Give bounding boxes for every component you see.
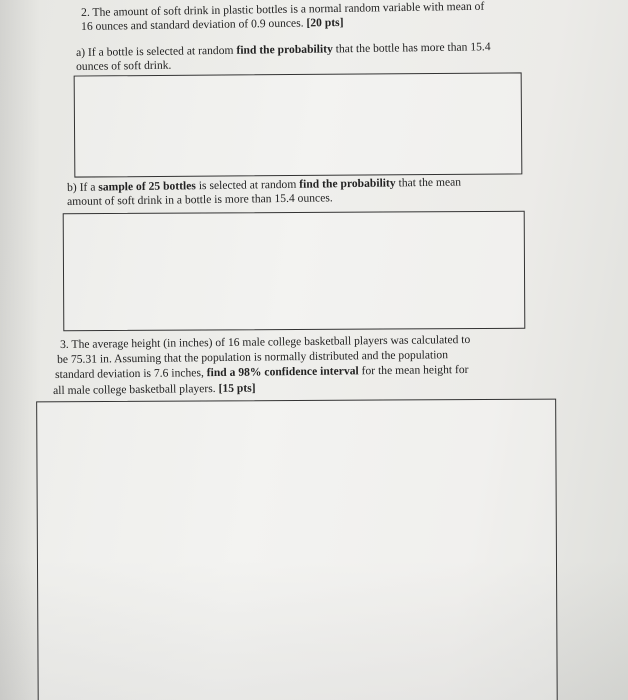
part-b-emphasis-2: find the probability xyxy=(299,176,396,191)
part-a-line-2 xyxy=(76,59,171,73)
question-3-line-4 xyxy=(53,382,256,397)
question-3-points: [15 pts] xyxy=(218,381,256,395)
question-3-text: 3. The average height (in inches) of 16 male college basketball players was calculated to xyxy=(60,332,471,351)
part-b-answer-box[interactable] xyxy=(63,211,526,331)
part-b-text: b) If a xyxy=(67,180,99,194)
question-2-line-2 xyxy=(81,16,344,33)
part-b-text-end: that the mean xyxy=(395,175,462,190)
part-b-text-mid: is selected at random xyxy=(195,177,300,193)
question-3-text-4: all male college basketball players. xyxy=(53,381,219,397)
part-b-text-cont: amount of soft drink in a bottle is more than 15.4 ounces. xyxy=(67,191,333,208)
question-3-emphasis: find a 98% confidence interval xyxy=(206,364,359,380)
part-b-line-2 xyxy=(67,191,333,208)
question-3-answer-box[interactable] xyxy=(36,399,558,700)
part-a-line-1 xyxy=(76,40,491,59)
part-a-text-end: that the bottle has more than 15.4 xyxy=(332,40,491,56)
part-a-text-cont: ounces of soft drink. xyxy=(76,58,172,73)
part-a-emphasis: find the probability xyxy=(236,42,333,57)
question-2-points: [20 pts] xyxy=(306,15,344,30)
part-b-line-1 xyxy=(67,175,461,193)
question-2-text-cont: 16 ounces and standard deviation of 0.9 ounces. xyxy=(81,16,307,33)
part-b-emphasis-1: sample of 25 bottles xyxy=(98,179,196,194)
question-3-line-3 xyxy=(55,363,469,381)
part-a-answer-box[interactable] xyxy=(74,72,523,177)
question-2-text: 2. The amount of soft drink in plastic bottles is a normal random variable with mean of xyxy=(81,0,485,19)
part-a-text: a) If a bottle is selected at random xyxy=(76,43,237,59)
question-3-text-2: be 75.31 in. Assuming that the population is normally distributed and the population xyxy=(57,348,449,366)
question-3-text-3: standard deviation is 7.6 inches, xyxy=(55,366,207,381)
question-3-text-3-end: for the mean height for xyxy=(358,362,469,378)
